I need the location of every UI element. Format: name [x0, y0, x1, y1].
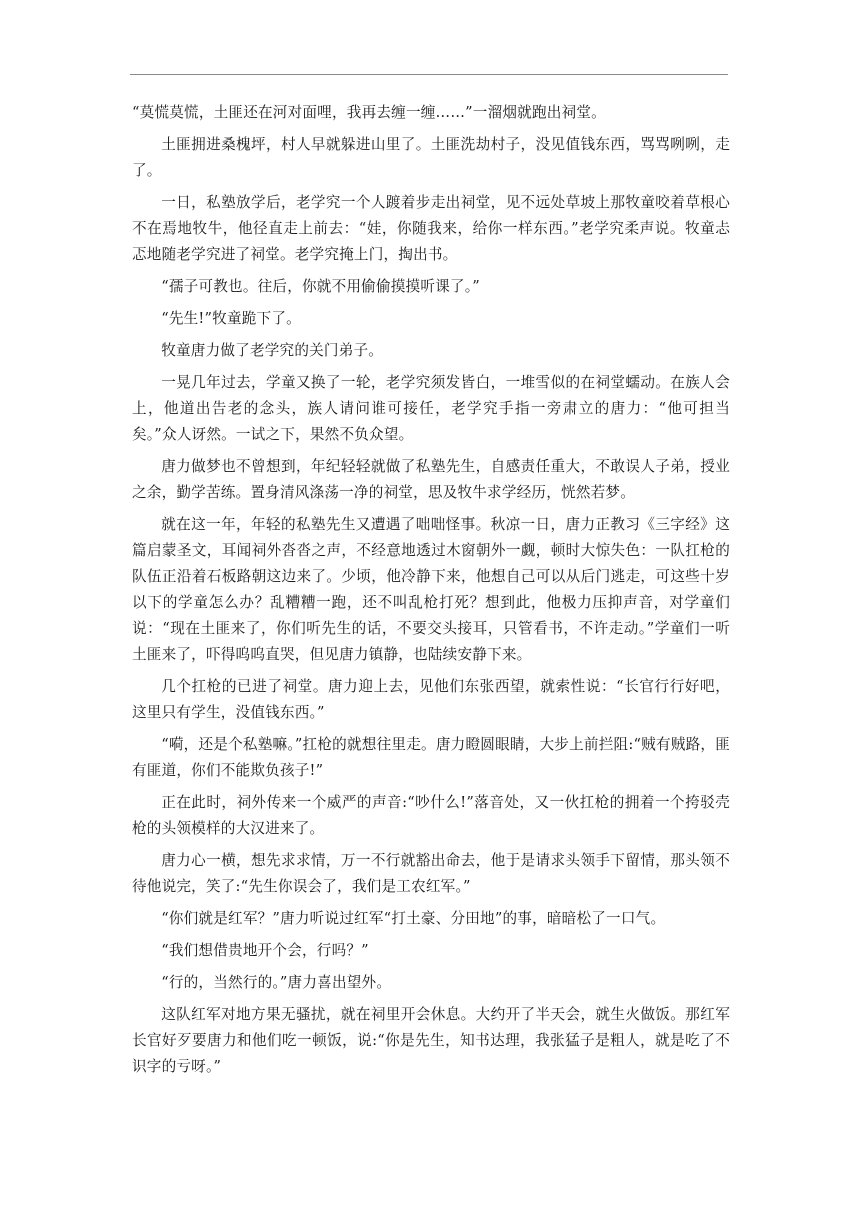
paragraph: “你们就是红军？”唐力听说过红军“打土豪、分田地”的事，暗暗松了一口气。 — [161, 910, 666, 927]
paragraph: 牧童唐力做了老学究的关门弟子。 — [161, 342, 384, 359]
header-rule — [130, 74, 728, 75]
paragraph: 正在此时，祠外传来一个威严的声音:“吵什么!”落音处，又一伙扛枪的拥着一个挎驳壳枪的头领模样的大汉进来了。 — [132, 794, 730, 837]
paragraph: “行的，当然行的。”唐力喜出望外。 — [161, 974, 392, 991]
paragraph: “先生!”牧童跪下了。 — [161, 310, 301, 327]
paragraph: 唐力心一横，想先求求情，万一不行就豁出命去，他于是请求头领手下留情，那头领不待他说完，笑了:“先生你误会了，我们是工农红军。” — [132, 852, 730, 895]
paragraph: 就在这一年，年轻的私塾先生又遭遇了咄咄怪事。秋凉一日，唐力正教习《三字经》这篇启蒙圣文，耳闻祠外沓沓之声，不经意地透过木窗朝外一觑，顿时大惊失色：一队扛枪的队伍正沿着石板路朝这边来了。少顷，他冷静下来，他想自己可以从后门逃走，可这些十岁以下的学童怎么办？乱糟糟一跑，还不叫乱枪打死？想到此，他极力压抑声音，对学童们说：“现在土匪来了，你们听先生的话，不要交头接耳，只管看书，不许走动。”学童们一听土匪来了，吓得呜呜直哭，但见唐力镇静，也陆续安静下来。 — [132, 516, 730, 663]
paragraph: “嗬，还是个私塾嘛。”扛枪的就想往里走。唐力瞪圆眼睛，大步上前拦阻:“贼有贼路，匪有匪道，你们不能欺负孩子!” — [132, 736, 730, 779]
paragraph: “孺子可教也。往后，你就不用偷偷摸摸听课了。” — [161, 278, 480, 295]
paragraph: “莫慌莫慌，土匪还在河对面哩，我再去缠一缠……”一溜烟就跑出祠堂。 — [132, 104, 606, 121]
story-text — [132, 100, 730, 1086]
paragraph: 唐力做梦也不曾想到，年纪轻轻就做了私塾先生，自感责任重大，不敢误人子弟，授业之余，勤学苦练。置身清风涤荡一净的祠堂，思及牧牛求学经历，恍然若梦。 — [132, 458, 730, 501]
paragraph: 土匪拥进桑槐坪，村人早就躲进山里了。土匪洗劫村子，没见值钱东西，骂骂咧咧，走了。 — [132, 136, 730, 179]
paragraph: 一日，私塾放学后，老学究一个人踱着步走出祠堂，见不远处草坡上那牧童咬着草根心不在焉地牧牛，他径直走上前去：“娃，你随我来，给你一样东西。”老学究柔声说。牧童忐忑地随老学究进了祠堂。老学究掩上门，掏出书。 — [132, 194, 730, 263]
paragraph: 这队红军对地方果无骚扰，就在祠里开会休息。大约开了半天会，就生火做饭。那红军长官好歹要唐力和他们吃一顿饭，说:“你是先生，知书达理，我张猛子是粗人，就是吃了不识字的亏呀。” — [132, 1006, 730, 1075]
paragraph: “我们想借贵地开个会，行吗？” — [161, 942, 369, 959]
paragraph: 一晃几年过去，学童又换了一轮，老学究须发皆白，一堆雪似的在祠堂蠕动。在族人会上，他道出告老的念头，族人请问谁可接任，老学究手指一旁肃立的唐力：“他可担当矣。”众人讶然。一试之下，果然不负众望。 — [132, 374, 730, 443]
paragraph: 几个扛枪的已进了祠堂。唐力迎上去，见他们东张西望，就索性说：“长官行行好吧，这里只有学生，没值钱东西。” — [132, 678, 730, 721]
